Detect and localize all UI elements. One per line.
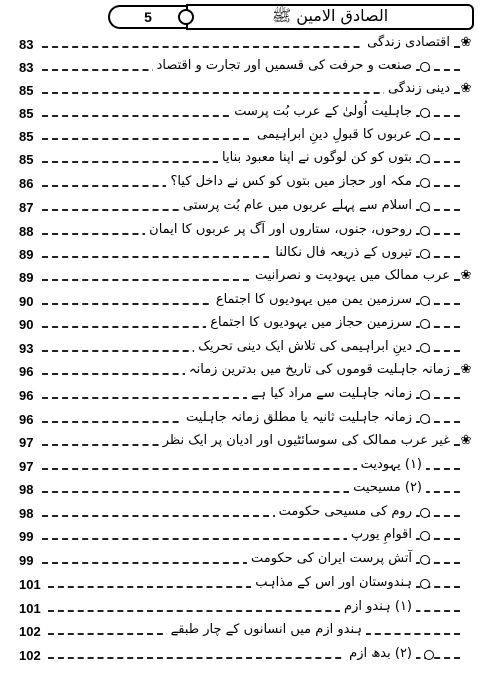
toc-entry[interactable] xyxy=(0,34,490,56)
circle-bullet-icon xyxy=(420,508,430,518)
toc-page-number: 90 xyxy=(19,317,34,332)
toc-entry[interactable] xyxy=(0,338,490,360)
toc-entry[interactable] xyxy=(0,221,490,243)
toc-entry-title: سرزمین یمن میں یہودیوں کا اجتماع xyxy=(212,292,416,307)
toc-entry-title: زمانہ جاہلیت قوموں کی تاریخ میں بدترین زمانہ xyxy=(185,362,454,377)
circle-bullet-icon xyxy=(420,319,430,329)
toc-page-number: 83 xyxy=(19,60,34,75)
toc-entry-title: سرزمین حجاز میں یہودیوں کا اجتماع xyxy=(206,315,416,330)
toc-page-number: 99 xyxy=(19,529,34,544)
toc-page-number: 99 xyxy=(19,553,34,568)
circle-bullet-icon xyxy=(420,62,430,72)
toc-entry-title: روم کی مسیحی حکومت xyxy=(275,504,416,519)
toc-entry[interactable] xyxy=(0,173,490,195)
toc-page-number: 85 xyxy=(19,129,34,144)
toc-entry-title: عربوں کا قبولِ دینِ ابراہیمی xyxy=(253,127,416,142)
flower-icon: ❀ xyxy=(460,433,472,448)
ornament-icon xyxy=(178,9,194,25)
toc-entry-title: عرب ممالک میں یہودیت و نصرانیت xyxy=(251,268,454,283)
circle-bullet-icon xyxy=(420,226,430,236)
toc-entry-title: (۲) بدھ ازم xyxy=(345,646,416,661)
toc-entry-title: دینِ ابراہیمی کی تلاش ایک دینی تحریک xyxy=(194,339,416,354)
toc-entry[interactable] xyxy=(0,621,490,643)
toc-entry[interactable] xyxy=(0,526,490,548)
toc-page-number: 87 xyxy=(19,200,34,215)
flower-icon: ❀ xyxy=(460,81,472,96)
toc-entry-title: مکہ اور حجاز میں بتوں کو کس نے داخل کیا؟ xyxy=(166,174,416,189)
toc-page-number: 98 xyxy=(19,506,34,521)
toc-entry[interactable] xyxy=(0,57,490,79)
page-header xyxy=(16,4,474,30)
toc-entry[interactable] xyxy=(0,103,490,125)
page-number: 5 xyxy=(108,5,186,29)
toc-entry-title: (۱) یہودیت xyxy=(357,457,426,472)
circle-bullet-icon xyxy=(420,531,430,541)
toc-entry[interactable] xyxy=(0,432,490,454)
toc-entry[interactable] xyxy=(0,503,490,525)
toc-entry-title: صنعت و حرفت کی قسمیں اور تجارت و اقتصاد xyxy=(153,58,416,73)
toc-entry[interactable] xyxy=(0,409,490,431)
flower-icon: ❀ xyxy=(460,35,472,50)
toc-entry[interactable] xyxy=(0,291,490,313)
toc-entry-title: جاہلیت اُولیٰ کے عرب بُت پرست xyxy=(230,104,416,119)
toc-entry-title: (۱) ہندو ازم xyxy=(340,599,416,614)
book-title xyxy=(186,4,474,30)
toc-entry[interactable] xyxy=(0,80,490,102)
toc-entry[interactable] xyxy=(0,598,490,620)
toc-page-number: 101 xyxy=(19,577,41,592)
toc-page-number: 96 xyxy=(19,388,34,403)
toc-entry-title: (۲) مسیحیت xyxy=(349,480,426,495)
toc-entry[interactable] xyxy=(0,385,490,407)
circle-bullet-icon xyxy=(420,414,430,424)
circle-bullet-icon xyxy=(420,178,430,188)
toc-entry-title: ہندو ازم میں انسانوں کے چار طبقے xyxy=(167,622,366,637)
toc-page-number: 93 xyxy=(19,341,34,356)
toc-entry[interactable] xyxy=(0,126,490,148)
toc-page-number: 97 xyxy=(19,459,34,474)
flower-icon: ❀ xyxy=(460,268,472,283)
toc-page-number: 90 xyxy=(19,294,34,309)
circle-bullet-icon xyxy=(420,390,430,400)
toc-page-number: 96 xyxy=(19,364,34,379)
flower-icon: ❀ xyxy=(460,362,472,377)
toc-entry[interactable] xyxy=(0,244,490,266)
toc-page-number: 83 xyxy=(19,37,34,52)
toc-entry-title: دینی زندگی xyxy=(384,81,454,96)
toc-entry-title: اقتصادی زندگی xyxy=(363,35,454,50)
toc-entry-title: تیروں کے ذریعہ فال نکالنا xyxy=(271,245,416,260)
toc-entry-title: اسلام سے پہلے عربوں میں عام بُت پرستی xyxy=(179,198,416,213)
toc-entry[interactable] xyxy=(0,456,490,478)
circle-bullet-icon xyxy=(424,650,434,660)
toc-page-number: 86 xyxy=(19,176,34,191)
circle-bullet-icon xyxy=(420,296,430,306)
circle-bullet-icon xyxy=(420,579,430,589)
toc-page-number: 102 xyxy=(19,648,41,663)
book-title-text: الصادق الامین ﷺ xyxy=(271,5,389,25)
circle-bullet-icon xyxy=(420,343,430,353)
circle-bullet-icon xyxy=(420,154,430,164)
toc-page-number: 97 xyxy=(19,435,34,450)
circle-bullet-icon xyxy=(420,131,430,141)
toc-entry[interactable] xyxy=(0,149,490,171)
toc-entry[interactable] xyxy=(0,550,490,572)
toc-page-number: 101 xyxy=(19,601,41,616)
toc-entry[interactable] xyxy=(0,574,490,596)
toc-entry-title: آتش پرست ایران کی حکومت xyxy=(247,551,416,566)
toc-page-number: 85 xyxy=(19,152,34,167)
toc-entry-title: غیر عرب ممالک کی سوسائٹیوں اور ادیان پر ایک نظر xyxy=(159,433,454,448)
toc-page-number: 102 xyxy=(19,624,41,639)
toc-entry[interactable] xyxy=(0,361,490,383)
toc-entry[interactable] xyxy=(0,314,490,336)
circle-bullet-icon xyxy=(420,108,430,118)
toc-page-number: 89 xyxy=(19,270,34,285)
toc-page-number: 85 xyxy=(19,106,34,121)
toc-page-number: 96 xyxy=(19,412,34,427)
toc-entry-title: زمانہ جاہلیت سے مراد کیا ہے xyxy=(247,386,416,401)
toc-entry[interactable] xyxy=(0,645,490,667)
toc-entry-title: بتوں کو کن لوگوں نے اپنا معبود بنایا xyxy=(218,150,416,165)
toc-entry-title: زمانہ جاہلیت ثانیہ یا مطلق زمانہ جاہلیت xyxy=(182,410,416,425)
toc-page-number: 89 xyxy=(19,247,34,262)
toc-entry-title: اقوامِ یورپ xyxy=(347,527,416,542)
circle-bullet-icon xyxy=(420,555,430,565)
toc-entry[interactable] xyxy=(0,197,490,219)
toc-page-number: 85 xyxy=(19,83,34,98)
circle-bullet-icon xyxy=(420,249,430,259)
toc-entry[interactable] xyxy=(0,267,490,289)
toc-page-number: 98 xyxy=(19,482,34,497)
toc-entry-title: ہندوستان اور اس کے مذاہب xyxy=(251,575,416,590)
toc-page-number: 88 xyxy=(19,224,34,239)
toc-entry-title: روحوں، جنوں، ستاروں اور آگ پر عربوں کا ایمان xyxy=(145,222,416,237)
circle-bullet-icon xyxy=(420,202,430,212)
toc-entry[interactable] xyxy=(0,479,490,501)
